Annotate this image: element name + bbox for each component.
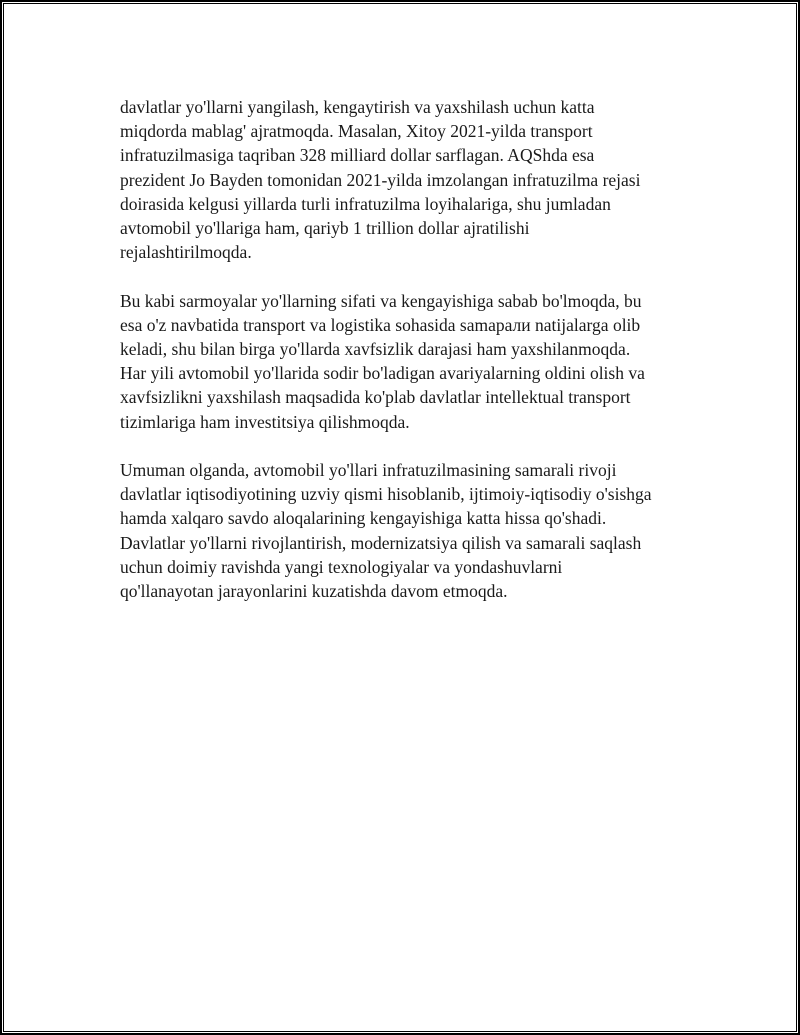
paragraph-1: [120, 95, 700, 264]
text-line: esa o'z navbatida transport va logistika sohasida samaрали natijalarga olib: [120, 314, 641, 335]
text-line: davlatlar iqtisodiyotining uzviy qismi hisoblanib, ijtimoiy-iqtisodiy o'sishga: [120, 484, 652, 505]
text-line: hamda xalqaro savdo aloqalarining kengayishiga katta hissa qo'shadi.: [120, 508, 607, 529]
text-line: keladi, shu bilan birga yo'llarda xavfsizlik darajasi ham yaxshilanmoqda.: [120, 339, 631, 360]
text-line: Bu kabi sarmoyalar yo'llarning sifati va kengayishiga sabab bo'lmoqda, bu: [120, 290, 642, 311]
paragraph-3: [120, 458, 700, 603]
text-line: infratuzilmasiga taqriban 328 milliard dollar sarflagan. AQShda esa: [120, 145, 595, 166]
text-line: qo'llanayotan jarayonlarini kuzatishda davom etmoqda.: [120, 581, 508, 602]
text-line: rejalashtirilmoqda.: [120, 242, 252, 263]
paragraph-2: [120, 289, 700, 434]
text-line: prezident Jo Bayden tomonidan 2021-yilda imzolangan infratuzilma rejasi: [120, 169, 641, 190]
text-line: xavfsizlikni yaxshilash maqsadida ko'plab davlatlar intellektual transport: [120, 387, 631, 408]
text-line: uchun doimiy ravishda yangi texnologiyalar va yondashuvlarni: [120, 556, 563, 577]
text-line: davlatlar yo'llarni yangilash, kengaytirish va yaxshilash uchun katta: [120, 97, 595, 117]
text-line: Umuman olganda, avtomobil yo'llari infratuzilmasining samarali rivoji: [120, 460, 617, 481]
text-line: doirasida kelgusi yillarda turli infratuzilma loyihalariga, shu jumladan: [120, 193, 611, 214]
text-line: avtomobil yo'llariga ham, qariyb 1 trillion dollar ajratilishi: [120, 218, 530, 239]
text-line: Davlatlar yo'llarni rivojlantirish, modernizatsiya qilish va samarali saqlash: [120, 532, 642, 553]
text-line: miqdorda mablag' ajratmoqda. Masalan, Xitoy 2021-yilda transport: [120, 121, 593, 142]
document-body: [120, 95, 700, 627]
text-line: Har yili avtomobil yo'llarida sodir bo'ladigan avariyalarning oldini olish va: [120, 363, 645, 384]
text-line: tizimlariga ham investitsiya qilishmoqda.: [120, 411, 410, 432]
